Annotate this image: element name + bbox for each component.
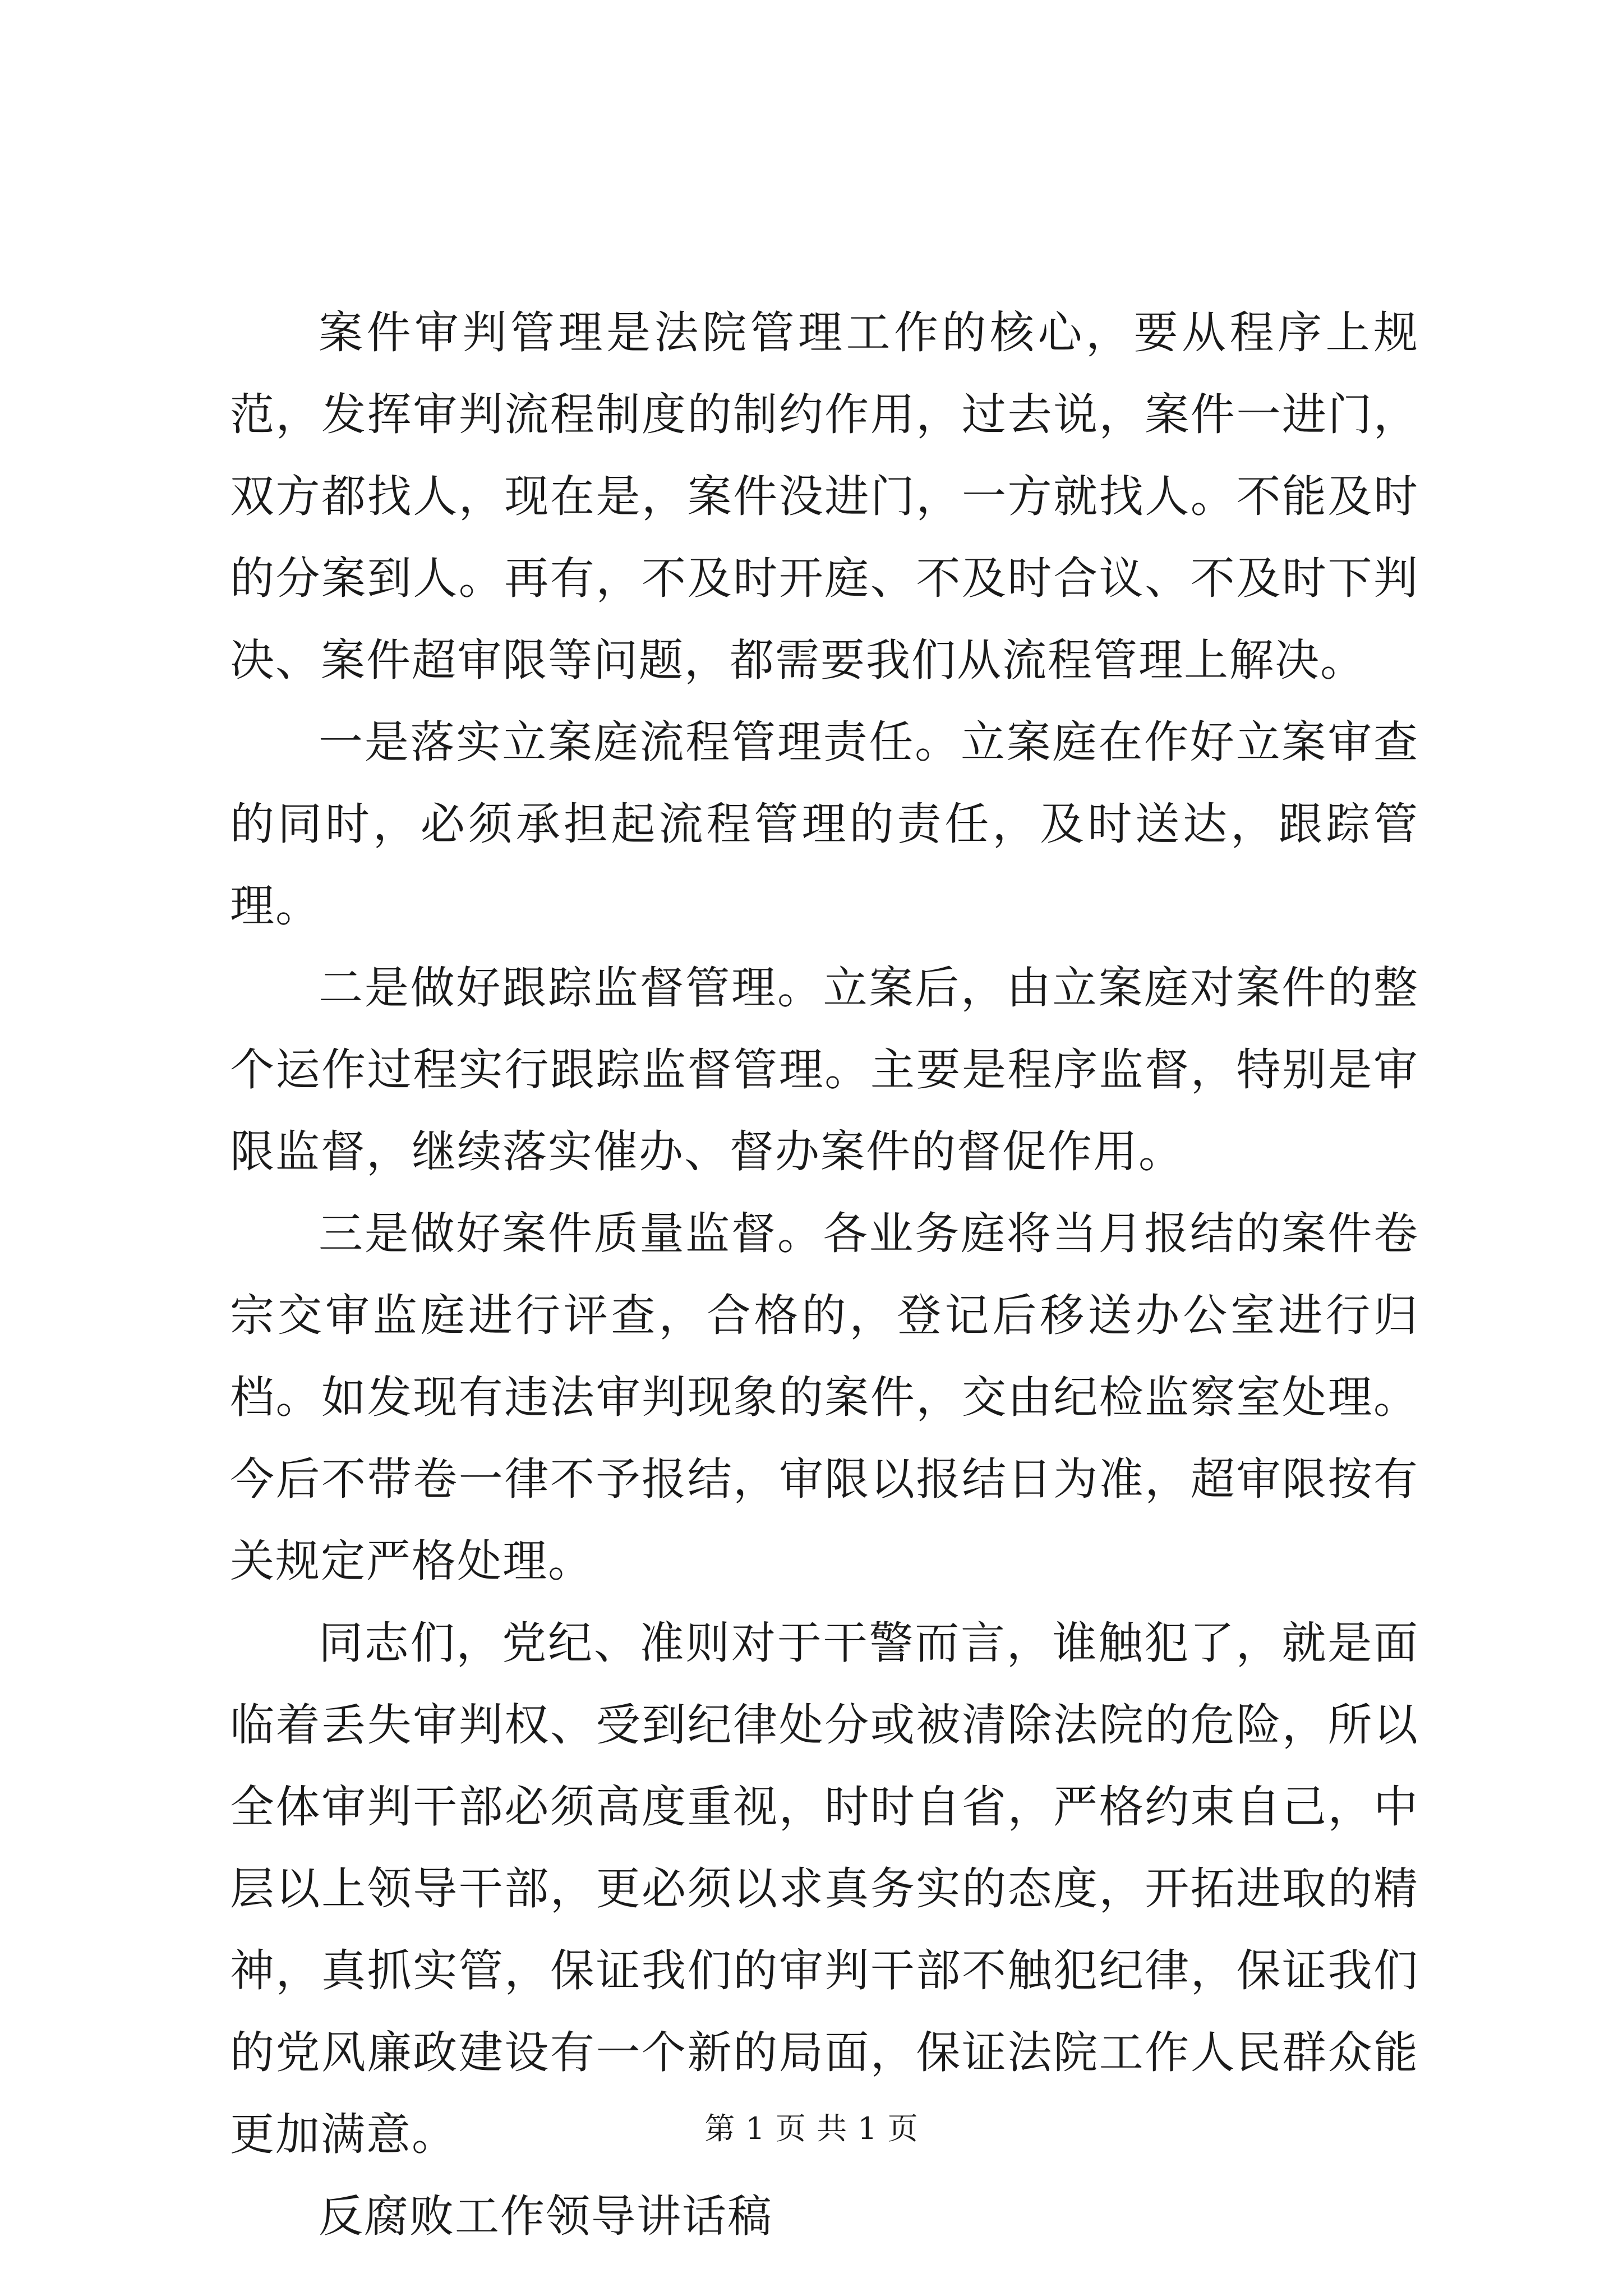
page-footer: 第 1 页 共 1 页 xyxy=(704,2111,919,2146)
paragraph-case-management: 案件审判管理是法院管理工作的核心，要从程序上规范，发挥审判流程制度的制约作用，过去说，案件一进门，双方都找人，现在是，案件没进门，一方就找人。不能及时的分案到人。再有，不及时开庭、不及时合议、不及时下判决、案件超审限等问题，都需要我们从流程管理上解决。 xyxy=(230,307,1419,686)
paragraph-point-three: 三是做好案件质量监督。各业务庭将当月报结的案件卷宗交审监庭进行评查，合格的，登记后移送办公室进行归档。如发现有违法审判现象的案件，交由纪检监察室处理。今后不带卷一律不予报结，审限以报结日为准，超审限按有关规定严格处理。 xyxy=(230,1208,1419,1587)
document-body xyxy=(230,292,1419,2257)
paragraph-comrades: 同志们，党纪、准则对于干警而言，谁触犯了，就是面临着丢失审判权、受到纪律处分或被清除法院的危险，所以全体审判干部必须高度重视，时时自省，严格约束自己，中层以上领导干部，更必须以求真务实的态度，开拓进取的精神，真抓实管，保证我们的审判干部不触犯纪律，保证我们的党风廉政建设有一个新的局面，保证法院工作人民群众能更加满意。 xyxy=(230,1617,1419,2160)
paragraph-point-two: 二是做好跟踪监督管理。立案后，由立案庭对案件的整个运作过程实行跟踪监督管理。主要是程序监督，特别是审限监督，继续落实催办、督办案件的督促作用。 xyxy=(230,962,1419,1177)
closing-title: 反腐败工作领导讲话稿 xyxy=(319,2191,773,2242)
paragraph-point-one: 一是落实立案庭流程管理责任。立案庭在作好立案审查的同时，必须承担起流程管理的责任，及时送达，跟踪管理。 xyxy=(230,716,1419,932)
